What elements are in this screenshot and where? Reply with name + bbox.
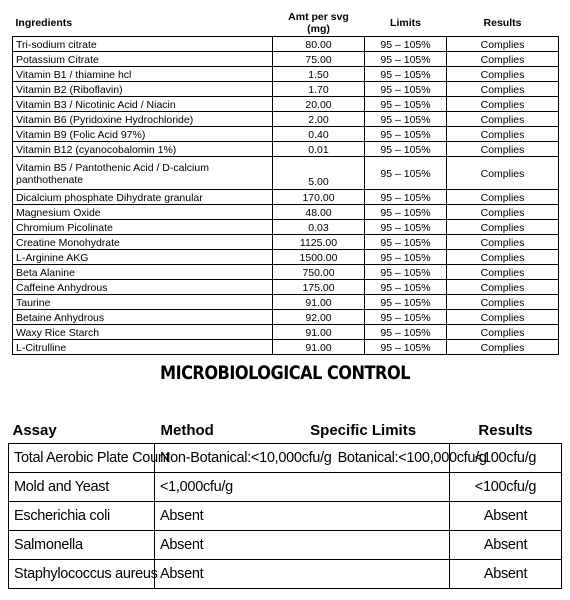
result-cell: Complies — [447, 157, 559, 190]
table-row — [13, 235, 559, 250]
limits-cell: 95 – 105% — [365, 142, 447, 157]
micro-table-body — [9, 444, 562, 589]
ingredients-header-row — [13, 8, 559, 37]
method-text: Absent — [160, 537, 204, 553]
method-text: Non-Botanical:<10,000cfu/g — [160, 450, 332, 466]
table-row — [13, 280, 559, 295]
result-cell: Complies — [447, 235, 559, 250]
result-cell: Complies — [447, 250, 559, 265]
amount-cell: 75.00 — [273, 52, 365, 67]
header-assay: Assay — [9, 418, 155, 444]
result-cell: Complies — [447, 112, 559, 127]
header-micro-results: Results — [450, 418, 562, 444]
limits-cell: 95 – 105% — [365, 310, 447, 325]
ingredients-table — [12, 8, 559, 355]
amount-cell: 91.00 — [273, 295, 365, 310]
limits-cell: 95 – 105% — [365, 295, 447, 310]
method-limits-cell — [155, 473, 450, 502]
table-row — [13, 310, 559, 325]
ingredient-name-cell: Betaine Anhydrous — [13, 310, 273, 325]
table-row — [13, 340, 559, 355]
micro-result-cell: Absent — [450, 531, 562, 560]
table-row — [9, 531, 562, 560]
table-row — [13, 295, 559, 310]
ingredient-name-cell: Vitamin B2 (Riboflavin) — [13, 82, 273, 97]
micro-result-cell: <100cfu/g — [450, 473, 562, 502]
amount-cell: 0.40 — [273, 127, 365, 142]
method-limits-cell — [155, 502, 450, 531]
amount-cell: 5.00 — [273, 157, 365, 190]
limits-cell: 95 – 105% — [365, 190, 447, 205]
result-cell: Complies — [447, 52, 559, 67]
result-cell: Complies — [447, 310, 559, 325]
method-text: <1,000cfu/g — [160, 479, 233, 495]
ingredient-name-cell: Waxy Rice Starch — [13, 325, 273, 340]
amount-cell: 48.00 — [273, 205, 365, 220]
limits-cell: 95 – 105% — [365, 67, 447, 82]
table-row — [9, 560, 562, 589]
limits-cell: 95 – 105% — [365, 37, 447, 52]
micro-header-row — [9, 418, 562, 444]
ingredient-name-cell: Tri-sodium citrate — [13, 37, 273, 52]
section-title: MICROBIOLOGICAL CONTROL — [160, 362, 410, 384]
result-cell: Complies — [447, 280, 559, 295]
micro-result-cell: Absent — [450, 502, 562, 531]
header-ingredients: Ingredients — [13, 8, 273, 37]
result-cell: Complies — [447, 82, 559, 97]
ingredient-name-cell: Vitamin B5 / Pantothenic Acid / D-calcium panthothenate — [13, 157, 273, 190]
amount-cell: 175.00 — [273, 280, 365, 295]
amount-cell: 1.70 — [273, 82, 365, 97]
assay-cell: Mold and Yeast — [9, 473, 155, 502]
ingredient-name-cell: Dicalcium phosphate Dihydrate granular — [13, 190, 273, 205]
limits-cell: 95 – 105% — [365, 82, 447, 97]
limits-cell: 95 – 105% — [365, 235, 447, 250]
amount-cell: 91.00 — [273, 325, 365, 340]
table-row — [13, 67, 559, 82]
result-cell: Complies — [447, 37, 559, 52]
ingredient-name-cell: Vitamin B6 (Pyridoxine Hydrochloride) — [13, 112, 273, 127]
limits-cell: 95 – 105% — [365, 220, 447, 235]
amount-cell: 91.00 — [273, 340, 365, 355]
table-row — [13, 265, 559, 280]
table-row — [13, 127, 559, 142]
ingredient-name-cell: Chromium Picolinate — [13, 220, 273, 235]
result-cell: Complies — [447, 97, 559, 112]
limits-cell: 95 – 105% — [365, 97, 447, 112]
amount-cell: 0.03 — [273, 220, 365, 235]
result-cell: Complies — [447, 67, 559, 82]
ingredients-table-body — [13, 37, 559, 355]
ingredient-name-cell: Vitamin B12 (cyanocobalomin 1%) — [13, 142, 273, 157]
table-row — [9, 502, 562, 531]
amount-cell: 1125.00 — [273, 235, 365, 250]
table-row — [13, 52, 559, 67]
table-row — [13, 250, 559, 265]
ingredient-name-cell: Caffeine Anhydrous — [13, 280, 273, 295]
result-cell: Complies — [447, 265, 559, 280]
header-method: Method — [160, 422, 214, 439]
micro-result-cell: <100cfu/g — [450, 444, 562, 473]
limits-cell: 95 – 105% — [365, 52, 447, 67]
limits-cell: 95 – 105% — [365, 265, 447, 280]
ingredient-name-cell: Magnesium Oxide — [13, 205, 273, 220]
limits-cell: 95 – 105% — [365, 325, 447, 340]
method-limits-cell — [155, 531, 450, 560]
limits-cell: 95 – 105% — [365, 157, 447, 190]
microbiological-table — [8, 418, 562, 589]
method-text: Absent — [160, 566, 204, 582]
result-cell: Complies — [447, 142, 559, 157]
method-limits-cell — [155, 444, 487, 473]
specific-limits-text: Botanical:<100,000cfu/g — [337, 450, 487, 466]
header-amount: Amt per svg (mg) — [273, 8, 365, 37]
method-limits-cell — [155, 560, 450, 589]
ingredient-name-cell: Taurine — [13, 295, 273, 310]
table-row — [13, 190, 559, 205]
amount-cell: 170.00 — [273, 190, 365, 205]
ingredient-name-cell: Vitamin B1 / thiamine hcl — [13, 67, 273, 82]
result-cell: Complies — [447, 325, 559, 340]
ingredient-name-cell: Vitamin B9 (Folic Acid 97%) — [13, 127, 273, 142]
table-row — [13, 37, 559, 52]
result-cell: Complies — [447, 190, 559, 205]
amount-cell: 80.00 — [273, 37, 365, 52]
ingredient-name-cell: Creatine Monohydrate — [13, 235, 273, 250]
amount-cell: 1.50 — [273, 67, 365, 82]
ingredient-name-cell: Vitamin B3 / Nicotinic Acid / Niacin — [13, 97, 273, 112]
table-row — [13, 82, 559, 97]
table-row — [13, 157, 559, 190]
header-method-limits — [155, 418, 450, 444]
assay-cell: Staphylococcus aureus — [9, 560, 155, 589]
limits-cell: 95 – 105% — [365, 340, 447, 355]
table-row — [9, 473, 562, 502]
micro-result-cell: Absent — [450, 560, 562, 589]
header-limits: Limits — [365, 8, 447, 37]
ingredient-name-cell: L-Citrulline — [13, 340, 273, 355]
amount-cell: 1500.00 — [273, 250, 365, 265]
result-cell: Complies — [447, 205, 559, 220]
ingredient-name-cell: L-Arginine AKG — [13, 250, 273, 265]
header-results: Results — [447, 8, 559, 37]
amount-cell: 750.00 — [273, 265, 365, 280]
limits-cell: 95 – 105% — [365, 205, 447, 220]
amount-cell: 92.00 — [273, 310, 365, 325]
table-row — [9, 444, 562, 473]
amount-cell: 20.00 — [273, 97, 365, 112]
header-specific-limits: Specific Limits — [310, 422, 417, 439]
limits-cell: 95 – 105% — [365, 127, 447, 142]
table-row — [13, 142, 559, 157]
ingredient-name-cell: Beta Alanine — [13, 265, 273, 280]
ingredient-name-cell: Potassium Citrate — [13, 52, 273, 67]
table-row — [13, 205, 559, 220]
assay-cell: Total Aerobic Plate Count — [9, 444, 155, 473]
table-row — [13, 220, 559, 235]
assay-cell: Salmonella — [9, 531, 155, 560]
result-cell: Complies — [447, 340, 559, 355]
result-cell: Complies — [447, 127, 559, 142]
table-row — [13, 325, 559, 340]
method-text: Absent — [160, 508, 204, 524]
limits-cell: 95 – 105% — [365, 112, 447, 127]
limits-cell: 95 – 105% — [365, 280, 447, 295]
table-row — [13, 97, 559, 112]
limits-cell: 95 – 105% — [365, 250, 447, 265]
amount-cell: 2.00 — [273, 112, 365, 127]
amount-cell: 0.01 — [273, 142, 365, 157]
table-row — [13, 112, 559, 127]
result-cell: Complies — [447, 220, 559, 235]
assay-cell: Escherichia coli — [9, 502, 155, 531]
result-cell: Complies — [447, 295, 559, 310]
